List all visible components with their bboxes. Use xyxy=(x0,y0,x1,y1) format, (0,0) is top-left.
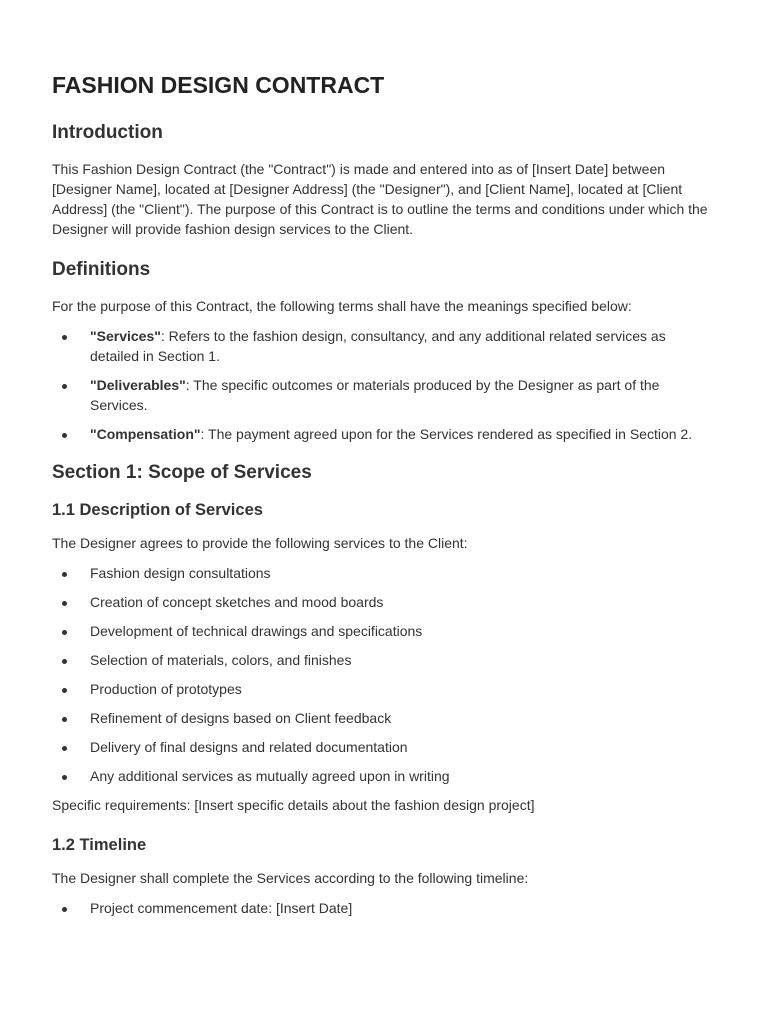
bullet-icon xyxy=(62,907,67,912)
bullet-icon xyxy=(62,630,67,635)
list-item xyxy=(52,679,718,699)
bullet-icon xyxy=(62,659,67,664)
list-item-text: Selection of materials, colors, and finishes xyxy=(90,652,352,668)
services-list xyxy=(52,563,718,786)
specific-requirements: Specific requirements: [Insert specific details about the fashion design project] xyxy=(52,797,535,813)
section1-2-heading: 1.2 Timeline xyxy=(52,836,147,854)
list-item-text: Project commencement date: [Insert Date] xyxy=(90,900,353,916)
list-item xyxy=(52,708,718,728)
definitions-intro: For the purpose of this Contract, the following terms shall have the meanings specified below: xyxy=(52,298,632,314)
list-item xyxy=(52,621,718,641)
list-item-text: Any additional services as mutually agreed upon in writing xyxy=(90,768,450,784)
list-item-text: Refinement of designs based on Client feedback xyxy=(90,710,392,726)
bullet-icon xyxy=(62,384,67,389)
definition-text: : Refers to the fashion design, consultancy, and any additional related services as detailed in Section 1. xyxy=(90,328,666,364)
list-item xyxy=(52,563,718,583)
list-item xyxy=(52,737,718,757)
definition-term: "Services" xyxy=(90,328,161,344)
services-intro: The Designer agrees to provide the following services to the Client: xyxy=(52,535,468,551)
introduction-paragraph: This Fashion Design Contract (the "Contract") is made and entered into as of [Insert Date] between [Designer Name], located at [Designer Address] (the "Designer"), and [Client Name], located at [Client Address] (the "Client"). The purpose of this Contract is to outline the terms and conditions under which the Designer will provide fashion design services to the Client. xyxy=(52,161,708,237)
timeline-intro: The Designer shall complete the Services according to the following timeline: xyxy=(52,870,529,886)
definition-item xyxy=(52,375,718,415)
timeline-list xyxy=(52,898,718,918)
bullet-icon xyxy=(62,775,67,780)
list-item xyxy=(52,898,718,918)
document-title: FASHION DESIGN CONTRACT xyxy=(52,72,385,98)
definition-term: "Deliverables" xyxy=(90,377,186,393)
definitions-heading: Definitions xyxy=(52,259,151,280)
definition-text: : The specific outcomes or materials produced by the Designer as part of the Services. xyxy=(90,377,660,413)
list-item xyxy=(52,592,718,612)
definition-item xyxy=(52,424,718,444)
section1-heading: Section 1: Scope of Services xyxy=(52,462,312,483)
list-item xyxy=(52,650,718,670)
bullet-icon xyxy=(62,688,67,693)
introduction-heading: Introduction xyxy=(52,122,163,143)
list-item-text: Fashion design consultations xyxy=(90,565,271,581)
definitions-list xyxy=(52,326,718,444)
list-item-text: Creation of concept sketches and mood boards xyxy=(90,594,384,610)
definition-text: : The payment agreed upon for the Services rendered as specified in Section 2. xyxy=(200,426,693,442)
list-item-text: Development of technical drawings and specifications xyxy=(90,623,423,639)
bullet-icon xyxy=(62,433,67,438)
list-item-text: Delivery of final designs and related documentation xyxy=(90,739,408,755)
section1-1-heading: 1.1 Description of Services xyxy=(52,501,263,519)
bullet-icon xyxy=(62,717,67,722)
list-item xyxy=(52,766,718,786)
bullet-icon xyxy=(62,746,67,751)
bullet-icon xyxy=(62,601,67,606)
definition-term: "Compensation" xyxy=(90,426,201,442)
bullet-icon xyxy=(62,572,67,577)
list-item-text: Production of prototypes xyxy=(90,681,242,697)
bullet-icon xyxy=(62,335,67,340)
definition-item xyxy=(52,326,718,366)
